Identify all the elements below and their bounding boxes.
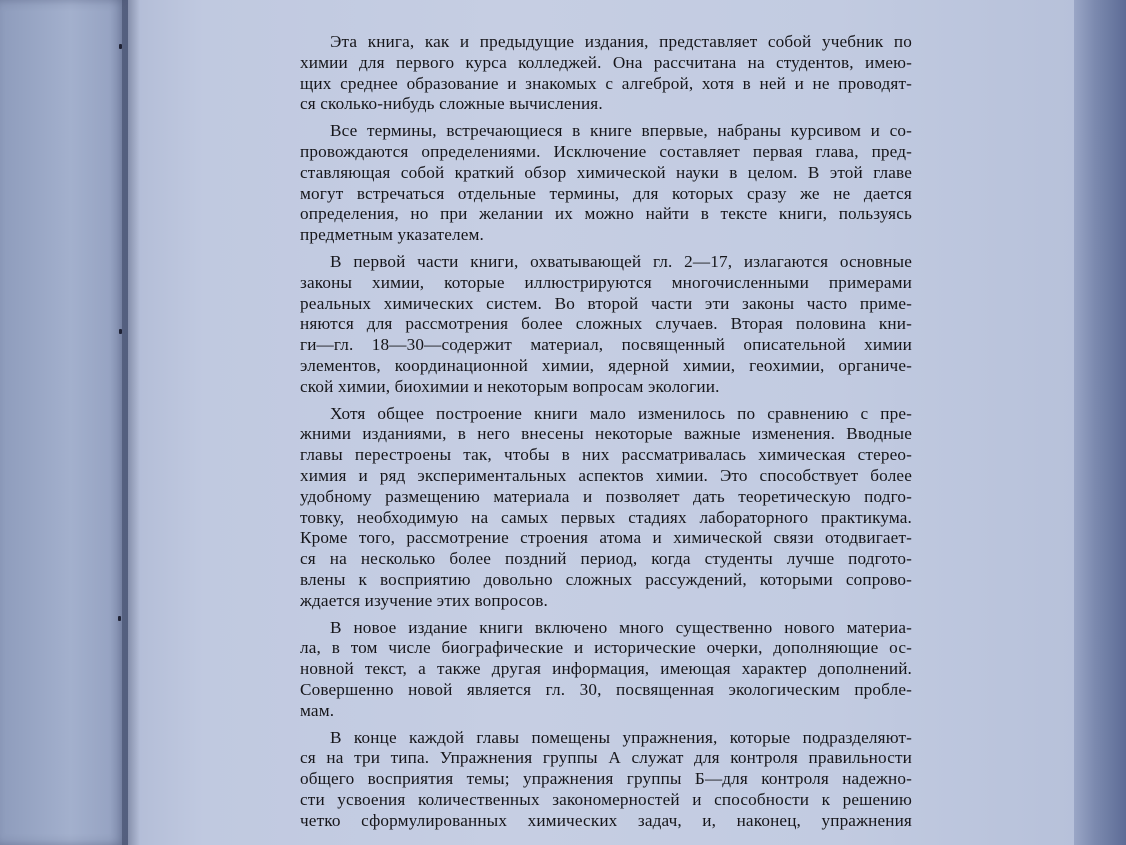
text-line: ся на три типа. Упражнения группы А служат для контроля правильности (300, 748, 912, 768)
text-line: предметным указателем. (300, 225, 484, 245)
text-line: ги—гл. 18—30—содержит материал, посвященный описательной химии (300, 335, 912, 355)
text-line: новной текст, а также другая информация, имеющая характер дополнений. (300, 659, 912, 679)
text-line: ся сколько-нибудь сложные вычисления. (300, 94, 603, 114)
text-line: мам. (300, 700, 335, 720)
text-line: ла, в том числе биографические и исторические очерки, дополняющие ос- (300, 638, 912, 658)
left-page (0, 0, 128, 845)
text-line: определения, но при желании их можно найти в тексте книги, пользуясь (300, 204, 912, 224)
text-line: товку, необходимую на самых первых стадиях лабораторного практикума. (300, 507, 912, 527)
text-line: могут встречаться отдельные термины, для которых сразу же не дается (300, 183, 912, 203)
paragraph-2 (300, 121, 912, 246)
paragraph-1 (300, 32, 912, 115)
text-line: В первой части книги, охватывающей гл. 2—17, излагаются основные (330, 251, 912, 271)
text-line: щих среднее образование и знакомых с алгеброй, хотя в ней и не проводят- (300, 73, 912, 93)
page-text (300, 32, 912, 837)
text-line: четко сформулированных химических задач, и, наконец, упражнения (300, 810, 912, 830)
text-line: Совершенно новой является гл. 30, посвященная экологическим пробле- (300, 679, 912, 699)
text-line: няются для рассмотрения более сложных случаев. Вторая половина кни- (300, 314, 912, 334)
text-line: В новое издание книги включено много существенно нового материа- (330, 617, 912, 637)
text-line: Эта книга, как и предыдущие издания, представляет собой учебник по (330, 32, 912, 51)
text-line: главы перестроены так, чтобы в них рассматривалась химическая стерео- (300, 445, 912, 465)
paragraph-5 (300, 618, 912, 722)
text-line: Кроме того, рассмотрение строения атома и химической связи отодвигает- (300, 528, 912, 548)
book-gutter (122, 0, 140, 845)
paragraph-3 (300, 252, 912, 398)
text-line: химии для первого курса колледжей. Она рассчитана на студентов, имею- (300, 52, 912, 72)
text-line: элементов, координационной химии, ядерной химии, геохимии, органиче- (300, 355, 912, 375)
text-line: общего восприятия темы; упражнения группы Б—для контроля надежно- (300, 769, 912, 789)
text-line: ской химии, биохимии и некоторым вопросам экологии. (300, 376, 720, 396)
text-line: ся на несколько более поздний период, когда студенты лучше подгото- (300, 549, 912, 569)
text-line: Все термины, встречающиеся в книге впервые, набраны курсивом и со- (330, 121, 912, 141)
text-line: жними изданиями, в него внесены некоторые важные изменения. Вводные (300, 424, 912, 444)
binding-mark (118, 616, 121, 621)
text-line: сти усвоения количественных закономерностей и способности к решению (300, 789, 912, 809)
text-line: В конце каждой главы помещены упражнения, которые подразделяют- (330, 727, 912, 747)
text-line: ставляющая собой краткий обзор химической науки в целом. В этой главе (300, 162, 912, 182)
text-line: Хотя общее построение книги мало изменилось по сравнению с пре- (330, 403, 912, 423)
paragraph-4 (300, 404, 912, 612)
text-line: законы химии, которые иллюстрируются многочисленными примерами (300, 272, 912, 292)
text-line: ждается изучение этих вопросов. (300, 590, 548, 610)
text-line: влены к восприятию довольно сложных рассуждений, которыми сопрово- (300, 569, 912, 589)
text-line: реальных химических систем. Во второй части эти законы часто приме- (300, 293, 912, 313)
text-line: химия и ряд экспериментальных аспектов химии. Это способствует более (300, 465, 912, 485)
paragraph-6 (300, 728, 912, 832)
text-line: удобному размещению материала и позволяет дать теоретическую подго- (300, 486, 912, 506)
page-edge (1074, 0, 1126, 845)
text-line: провождаются определениями. Исключение составляет первая глава, пред- (300, 141, 912, 161)
